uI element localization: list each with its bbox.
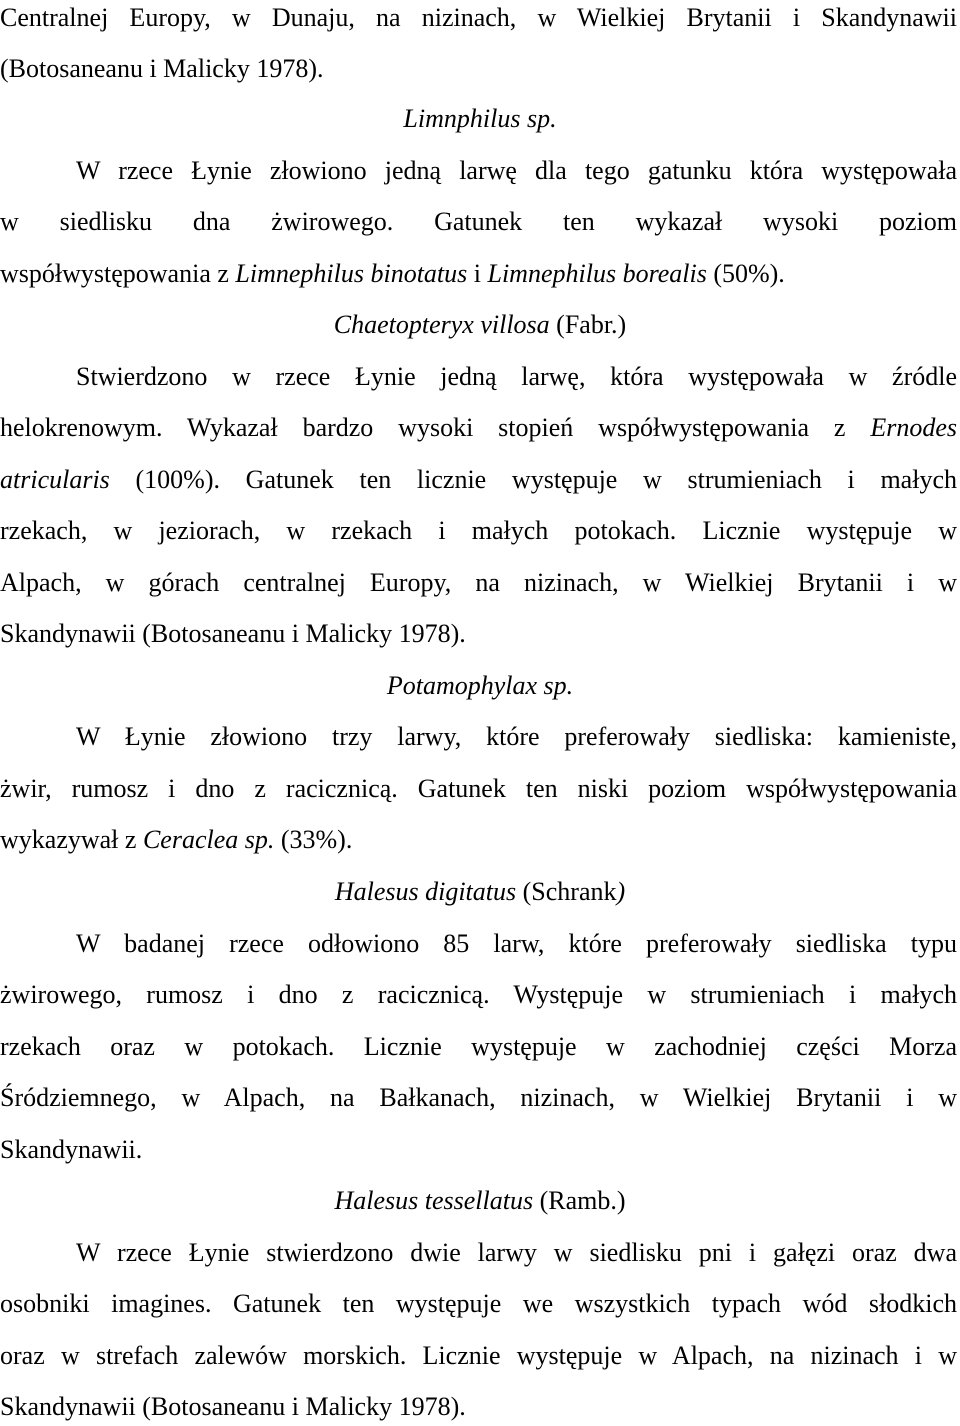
- text-run: (Schrank: [516, 877, 617, 906]
- text-line: [0, 259, 957, 289]
- text-line: [0, 413, 957, 443]
- text-run: wykazywał z: [0, 825, 143, 854]
- species-heading: [0, 877, 960, 907]
- italic-text: Limnephilus binotatus: [235, 259, 468, 288]
- text-run: i: [467, 259, 488, 288]
- text-run: helokrenowym. Wykazał bardzo wysoki stopień współwystępowania z: [0, 413, 871, 442]
- text-run: oraz w strefach zalewów morskich. Licznie występuje w Alpach, na nizinach i w: [0, 1341, 957, 1370]
- text-line: [0, 1135, 957, 1165]
- text-line: [0, 774, 957, 804]
- text-run: rzekach, w jeziorach, w rzekach i małych potokach. Licznie występuje w: [0, 516, 957, 545]
- text-line: [0, 54, 957, 84]
- italic-text: atricularis: [0, 465, 110, 494]
- italic-text: Ernodes: [870, 413, 957, 442]
- text-run: (Ramb.): [533, 1186, 626, 1215]
- text-line: [0, 362, 957, 392]
- italic-text: Halesus tessellatus: [334, 1186, 534, 1215]
- text-run: osobniki imagines. Gatunek ten występuje we wszystkich typach wód słodkich: [0, 1289, 957, 1318]
- text-line: [0, 1341, 957, 1371]
- text-run: W Łynie złowiono trzy larwy, które preferowały siedliska: kamieniste,: [76, 722, 957, 751]
- text-run: W badanej rzece odłowiono 85 larw, które preferowały siedliska typu: [76, 929, 957, 958]
- text-line: [0, 1238, 957, 1268]
- species-heading: [0, 671, 960, 701]
- text-run: (Fabr.): [549, 310, 627, 339]
- text-line: [0, 207, 957, 237]
- text-line: [0, 516, 957, 546]
- text-line: [0, 619, 957, 649]
- text-run: W rzece Łynie stwierdzono dwie larwy w siedlisku pni i gałęzi oraz dwa: [76, 1238, 957, 1267]
- text-line: [0, 1392, 957, 1422]
- text-run: w siedlisku dna żwirowego. Gatunek ten wykazał wysoki poziom: [0, 207, 957, 236]
- text-line: [0, 929, 957, 959]
- text-run: (100%). Gatunek ten licznie występuje w strumieniach i małych: [109, 465, 957, 494]
- italic-text: Limnephilus borealis: [487, 259, 707, 288]
- text-run: (50%).: [706, 259, 785, 288]
- text-line: [0, 3, 957, 33]
- text-run: rzekach oraz w potokach. Licznie występuje w zachodniej części Morza: [0, 1032, 957, 1061]
- text-run: Centralnej Europy, w Dunaju, na nizinach, w Wielkiej Brytanii i Skandynawii: [0, 3, 957, 32]
- species-heading: [0, 1186, 960, 1216]
- text-run: współwystępowania z: [0, 259, 236, 288]
- text-run: (33%).: [274, 825, 353, 854]
- text-run: Śródziemnego, w Alpach, na Bałkanach, nizinach, w Wielkiej Brytanii i w: [0, 1083, 957, 1112]
- italic-text: ): [616, 877, 626, 906]
- text-line: [0, 465, 957, 495]
- text-line: [0, 156, 957, 186]
- text-line: [0, 1083, 957, 1113]
- text-line: [0, 722, 957, 752]
- italic-text: Chaetopteryx villosa: [333, 310, 550, 339]
- text-line: [0, 568, 957, 598]
- text-line: [0, 980, 957, 1010]
- species-heading: [0, 104, 960, 134]
- species-heading: [0, 310, 960, 340]
- text-run: Alpach, w górach centralnej Europy, na nizinach, w Wielkiej Brytanii i w: [0, 568, 957, 597]
- italic-text: Potamophylax sp.: [386, 671, 574, 700]
- text-run: (Botosaneanu i Malicky 1978).: [0, 54, 324, 83]
- text-line: [0, 1289, 957, 1319]
- text-run: W rzece Łynie złowiono jedną larwę dla tego gatunku która występowała: [76, 156, 957, 185]
- text-line: [0, 825, 957, 855]
- text-run: żwir, rumosz i dno z racicznicą. Gatunek ten niski poziom współwystępowania: [0, 774, 957, 803]
- text-run: Stwierdzono w rzece Łynie jedną larwę, która występowała w źródle: [76, 362, 957, 391]
- text-run: Skandynawii (Botosaneanu i Malicky 1978).: [0, 619, 466, 648]
- text-line: [0, 1032, 957, 1062]
- text-run: żwirowego, rumosz i dno z racicznicą. Występuje w strumieniach i małych: [0, 980, 957, 1009]
- italic-text: Ceraclea sp.: [142, 825, 275, 854]
- italic-text: Limnphilus sp.: [403, 104, 557, 133]
- text-run: Skandynawii.: [0, 1135, 143, 1164]
- text-run: Skandynawii (Botosaneanu i Malicky 1978).: [0, 1392, 466, 1421]
- italic-text: Halesus digitatus: [334, 877, 517, 906]
